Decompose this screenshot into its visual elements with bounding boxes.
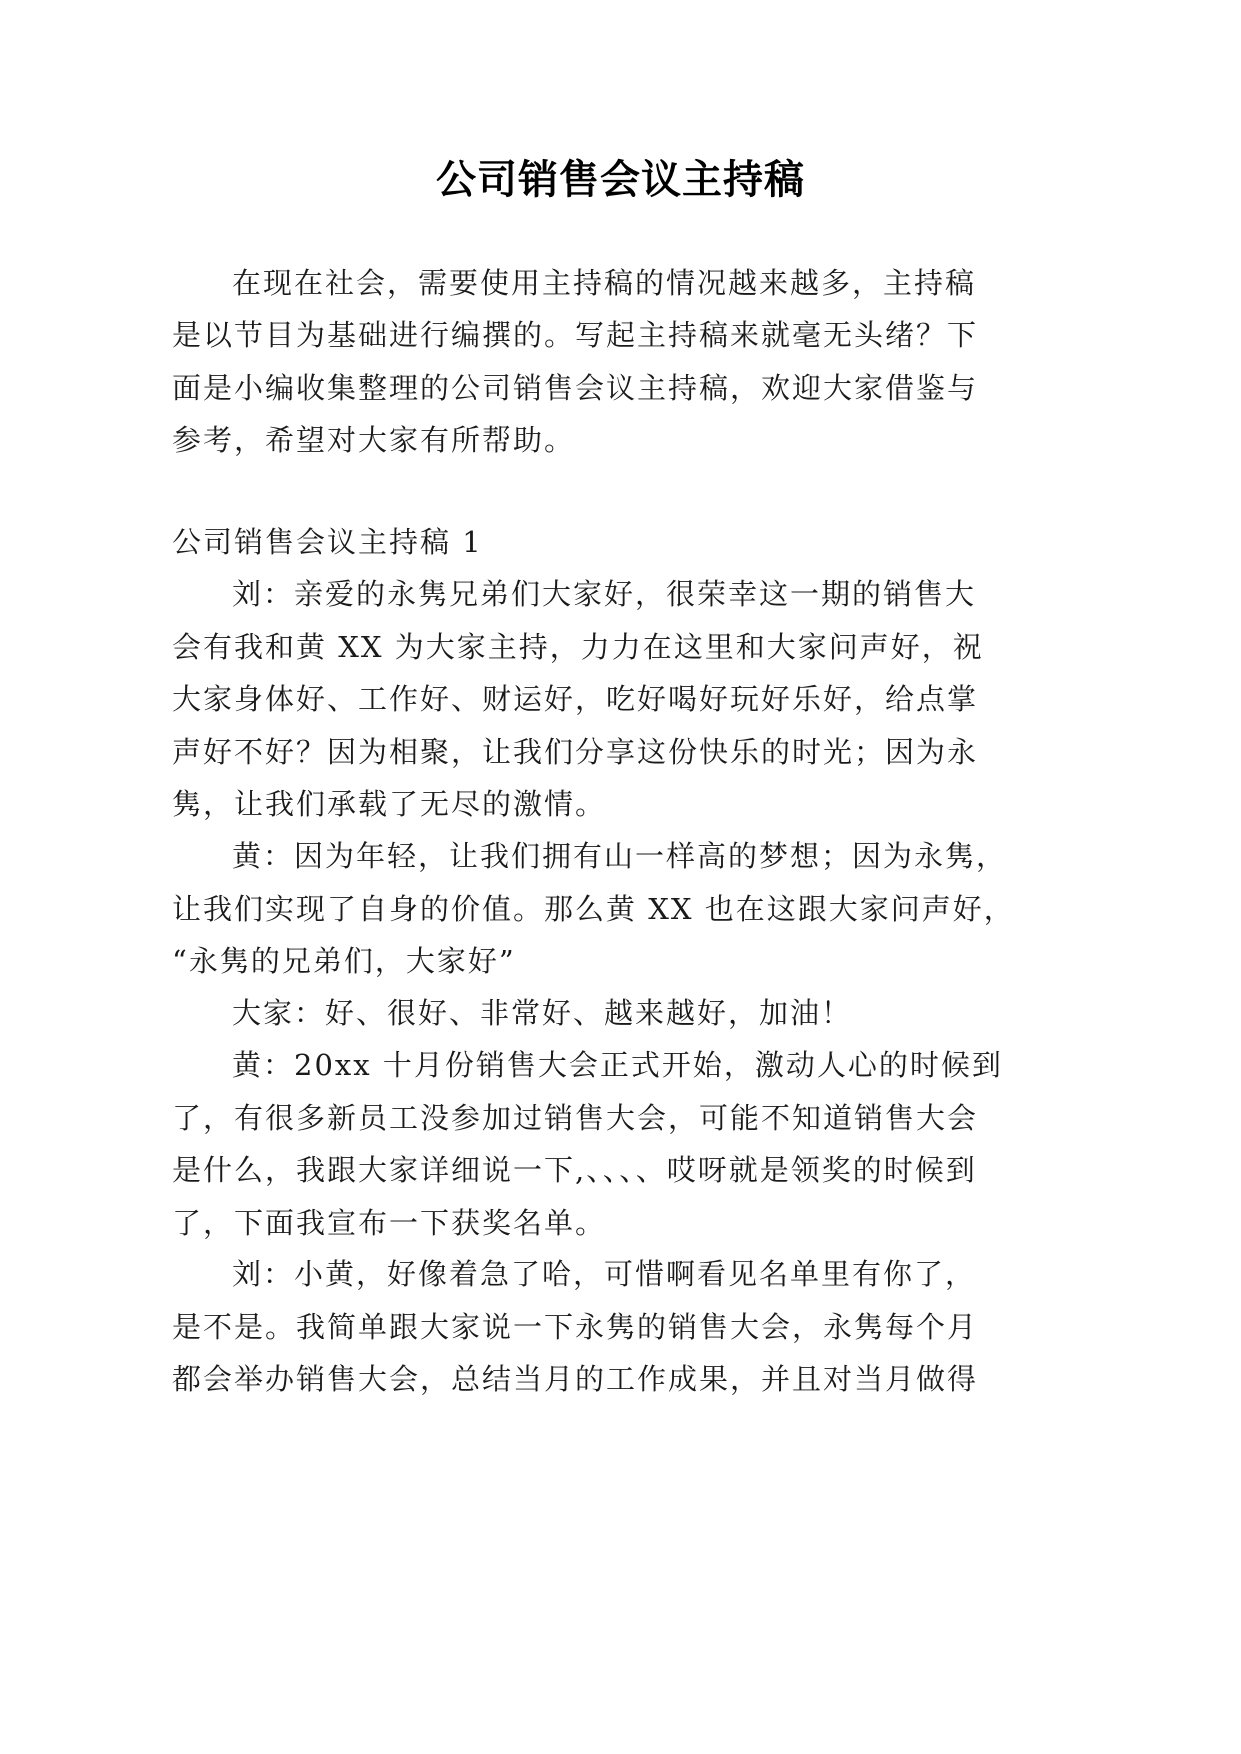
paragraph-line: 都会举办销售大会，总结当月的工作成果，并且对当月做得 bbox=[172, 1362, 979, 1396]
document-title: 公司销售会议主持稿 bbox=[436, 157, 805, 203]
paragraph-line: 让我们实现了自身的价值。那么黄 XX 也在这跟大家问声好， bbox=[172, 892, 1015, 926]
paragraph-line: 了，下面我宣布一下获奖名单。 bbox=[172, 1206, 607, 1240]
paragraph-line: 黄：因为年轻，让我们拥有山一样高的梦想；因为永隽， bbox=[232, 839, 1008, 873]
paragraph-line: 大家：好、很好、非常好、越来越好，加油！ bbox=[232, 996, 853, 1030]
paragraph-line: 会有我和黄 XX 为大家主持，力力在这里和大家问声好，祝 bbox=[172, 630, 984, 664]
intro-line: 在现在社会，需要使用主持稿的情况越来越多，主持稿 bbox=[232, 266, 977, 300]
paragraph-line: 刘：亲爱的永隽兄弟们大家好，很荣幸这一期的销售大 bbox=[232, 577, 977, 611]
paragraph-line: “永隽的兄弟们，大家好” bbox=[172, 944, 516, 978]
paragraph-line: 黄：20xx 十月份销售大会正式开始，激动人心的时候到 bbox=[232, 1048, 1003, 1082]
paragraph-line: 声好不好？因为相聚，让我们分享这份快乐的时光；因为永 bbox=[172, 735, 979, 769]
section-heading: 公司销售会议主持稿 1 bbox=[172, 525, 483, 559]
paragraph-line: 隽，让我们承载了无尽的激情。 bbox=[172, 787, 607, 821]
paragraph-line: 了，有很多新员工没参加过销售大会，可能不知道销售大会 bbox=[172, 1101, 979, 1135]
intro-line: 是以节目为基础进行编撰的。写起主持稿来就毫无头绪？下 bbox=[172, 318, 979, 352]
intro-line: 参考，希望对大家有所帮助。 bbox=[172, 423, 576, 457]
paragraph-line: 刘：小黄，好像着急了哈，可惜啊看见名单里有你了， bbox=[232, 1257, 977, 1291]
paragraph-line: 是什么，我跟大家详细说一下,、、、、哎呀就是领奖的时候到 bbox=[172, 1153, 977, 1187]
intro-line: 面是小编收集整理的公司销售会议主持稿，欢迎大家借鉴与 bbox=[172, 371, 979, 405]
paragraph-line: 是不是。我简单跟大家说一下永隽的销售大会，永隽每个月 bbox=[172, 1310, 979, 1344]
paragraph-line: 大家身体好、工作好、财运好，吃好喝好玩好乐好，给点掌 bbox=[172, 682, 979, 716]
